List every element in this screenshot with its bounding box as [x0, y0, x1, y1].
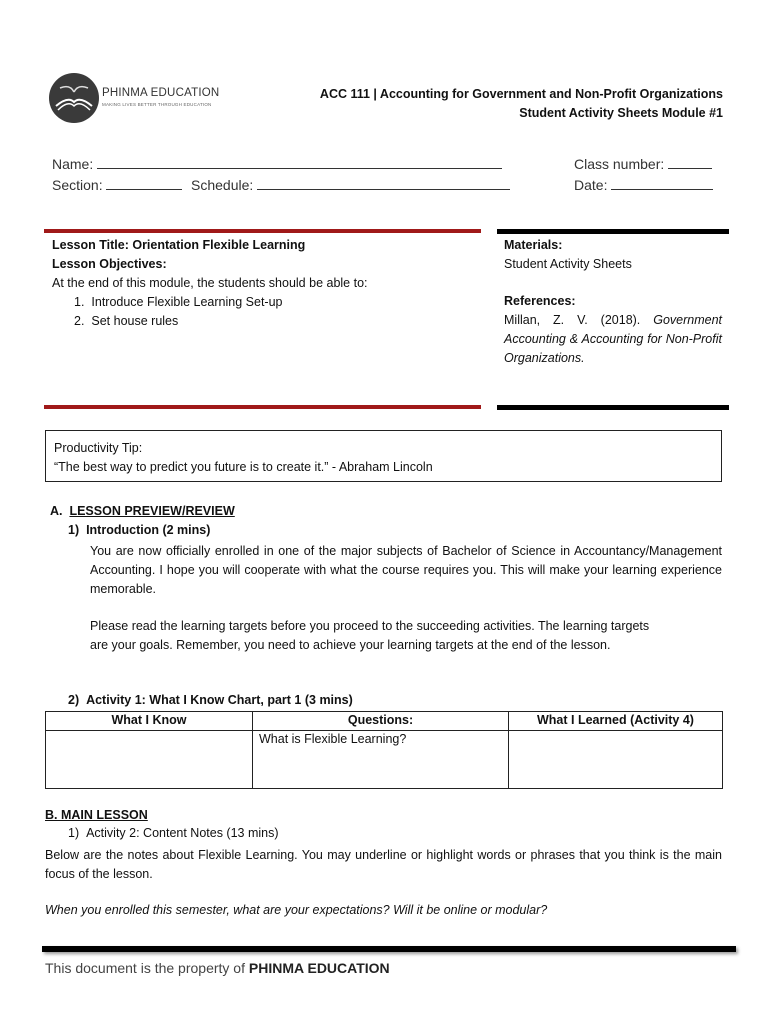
section-line[interactable]	[106, 177, 182, 190]
productivity-tip-box	[45, 430, 722, 482]
table-header-row	[46, 712, 723, 731]
footer-text: This document is the property of	[45, 960, 245, 976]
kwl-table	[45, 711, 723, 789]
intro-number: 1)	[68, 523, 80, 537]
reference-title: Government Accounting & Accounting for Non-Profit Organizations.	[504, 313, 722, 365]
module-title: Student Activity Sheets Module #1	[519, 106, 723, 120]
section-a-heading	[50, 504, 235, 518]
class-number-label: Class number:	[574, 156, 665, 172]
divider-black-bottom	[497, 405, 729, 410]
activity-2-number: 1)	[68, 826, 80, 840]
column-header-questions: Questions:	[253, 712, 509, 731]
divider-red-bottom	[44, 405, 481, 409]
column-header-know: What I Know	[46, 712, 253, 731]
divider-black-top	[497, 229, 729, 234]
expectations-question: When you enrolled this semester, what are your expectations? Will it be online or modular?	[45, 903, 548, 917]
activity-1-heading	[68, 693, 353, 707]
phinma-book-icon	[48, 72, 100, 124]
materials-text: Student Activity Sheets	[504, 257, 632, 271]
course-title: ACC 111 | Accounting for Government and Non-Profit Organizations	[319, 87, 723, 101]
name-line[interactable]	[97, 156, 502, 169]
schedule-line[interactable]	[257, 177, 510, 190]
intro-title: Introduction (2 mins)	[86, 523, 211, 537]
section-a-letter: A.	[50, 504, 63, 518]
class-number-line[interactable]	[668, 156, 712, 169]
tip-label: Productivity Tip:	[54, 441, 143, 455]
activity-1-number: 2)	[68, 693, 80, 707]
objective-text: Introduce Flexible Learning Set-up	[91, 295, 283, 309]
divider-red-top	[44, 229, 481, 233]
column-header-learned: What I Learned (Activity 4)	[509, 712, 723, 731]
what-i-know-chart	[45, 711, 723, 789]
section-field[interactable]	[52, 177, 182, 193]
schedule-field[interactable]	[191, 177, 510, 193]
objectives-label: Lesson Objectives:	[52, 257, 167, 271]
objective-number: 1.	[74, 295, 85, 309]
learned-cell[interactable]	[509, 731, 723, 789]
document-header	[320, 85, 723, 123]
tip-quote: “The best way to predict you future is to create it.” - Abraham Lincoln	[54, 460, 433, 474]
footer-brand: PHINMA EDUCATION	[248, 960, 390, 976]
objective-number: 2.	[74, 314, 85, 328]
know-cell[interactable]	[46, 731, 253, 789]
activity-1-title: Activity 1: What I Know Chart, part 1 (3 mins)	[86, 693, 353, 707]
objective-item	[74, 293, 477, 312]
date-field[interactable]	[574, 177, 713, 193]
materials-block	[504, 236, 722, 368]
section-label: Section:	[52, 177, 103, 193]
activity-2-heading	[68, 826, 279, 840]
objectives-list	[52, 293, 477, 331]
section-b-heading: B. MAIN LESSON	[45, 808, 148, 822]
question-cell: What is Flexible Learning?	[253, 731, 509, 789]
intro-heading	[68, 523, 210, 537]
name-label: Name:	[52, 156, 94, 172]
notes-paragraph: Below are the notes about Flexible Learning. You may underline or highlight words or phrases that you think is the main focus of the lesson.	[45, 848, 722, 881]
materials-label: Materials:	[504, 238, 563, 252]
class-number-field[interactable]	[574, 156, 712, 172]
section-a-title: LESSON PREVIEW/REVIEW	[69, 504, 235, 518]
footer	[45, 960, 390, 976]
name-field[interactable]	[52, 156, 502, 172]
table-row	[46, 731, 723, 789]
objective-text: Set house rules	[91, 314, 179, 328]
reference-text	[504, 311, 722, 368]
reference-author: Millan, Z. V. (2018).	[504, 313, 641, 327]
objective-item	[74, 312, 477, 331]
activity-2-title: Activity 2: Content Notes (13 mins)	[86, 826, 279, 840]
lesson-title: Lesson Title: Orientation Flexible Learning	[52, 238, 306, 252]
date-line[interactable]	[611, 177, 713, 190]
footer-divider	[42, 946, 736, 952]
intro-paragraph: You are now officially enrolled in one of the major subjects of Bachelor of Science in Accountancy/Management Accounting. I hope you will cooperate with what the course requires you. This will make your learning experience memorable.	[90, 544, 722, 596]
references-label: References:	[504, 294, 576, 308]
lesson-info	[52, 236, 477, 331]
objectives-intro: At the end of this module, the students should be able to:	[52, 276, 368, 290]
date-label: Date:	[574, 177, 608, 193]
schedule-label: Schedule:	[191, 177, 254, 193]
targets-paragraph: Please read the learning targets before you proceed to the succeeding activities. The learning targets are your goals. Remember, you need to achieve your learning targets at the end of the lesson.	[90, 619, 650, 652]
logo-name: PHINMA EDUCATION	[102, 87, 220, 99]
logo-tagline: MAKING LIVES BETTER THROUGH EDUCATION	[102, 102, 212, 107]
